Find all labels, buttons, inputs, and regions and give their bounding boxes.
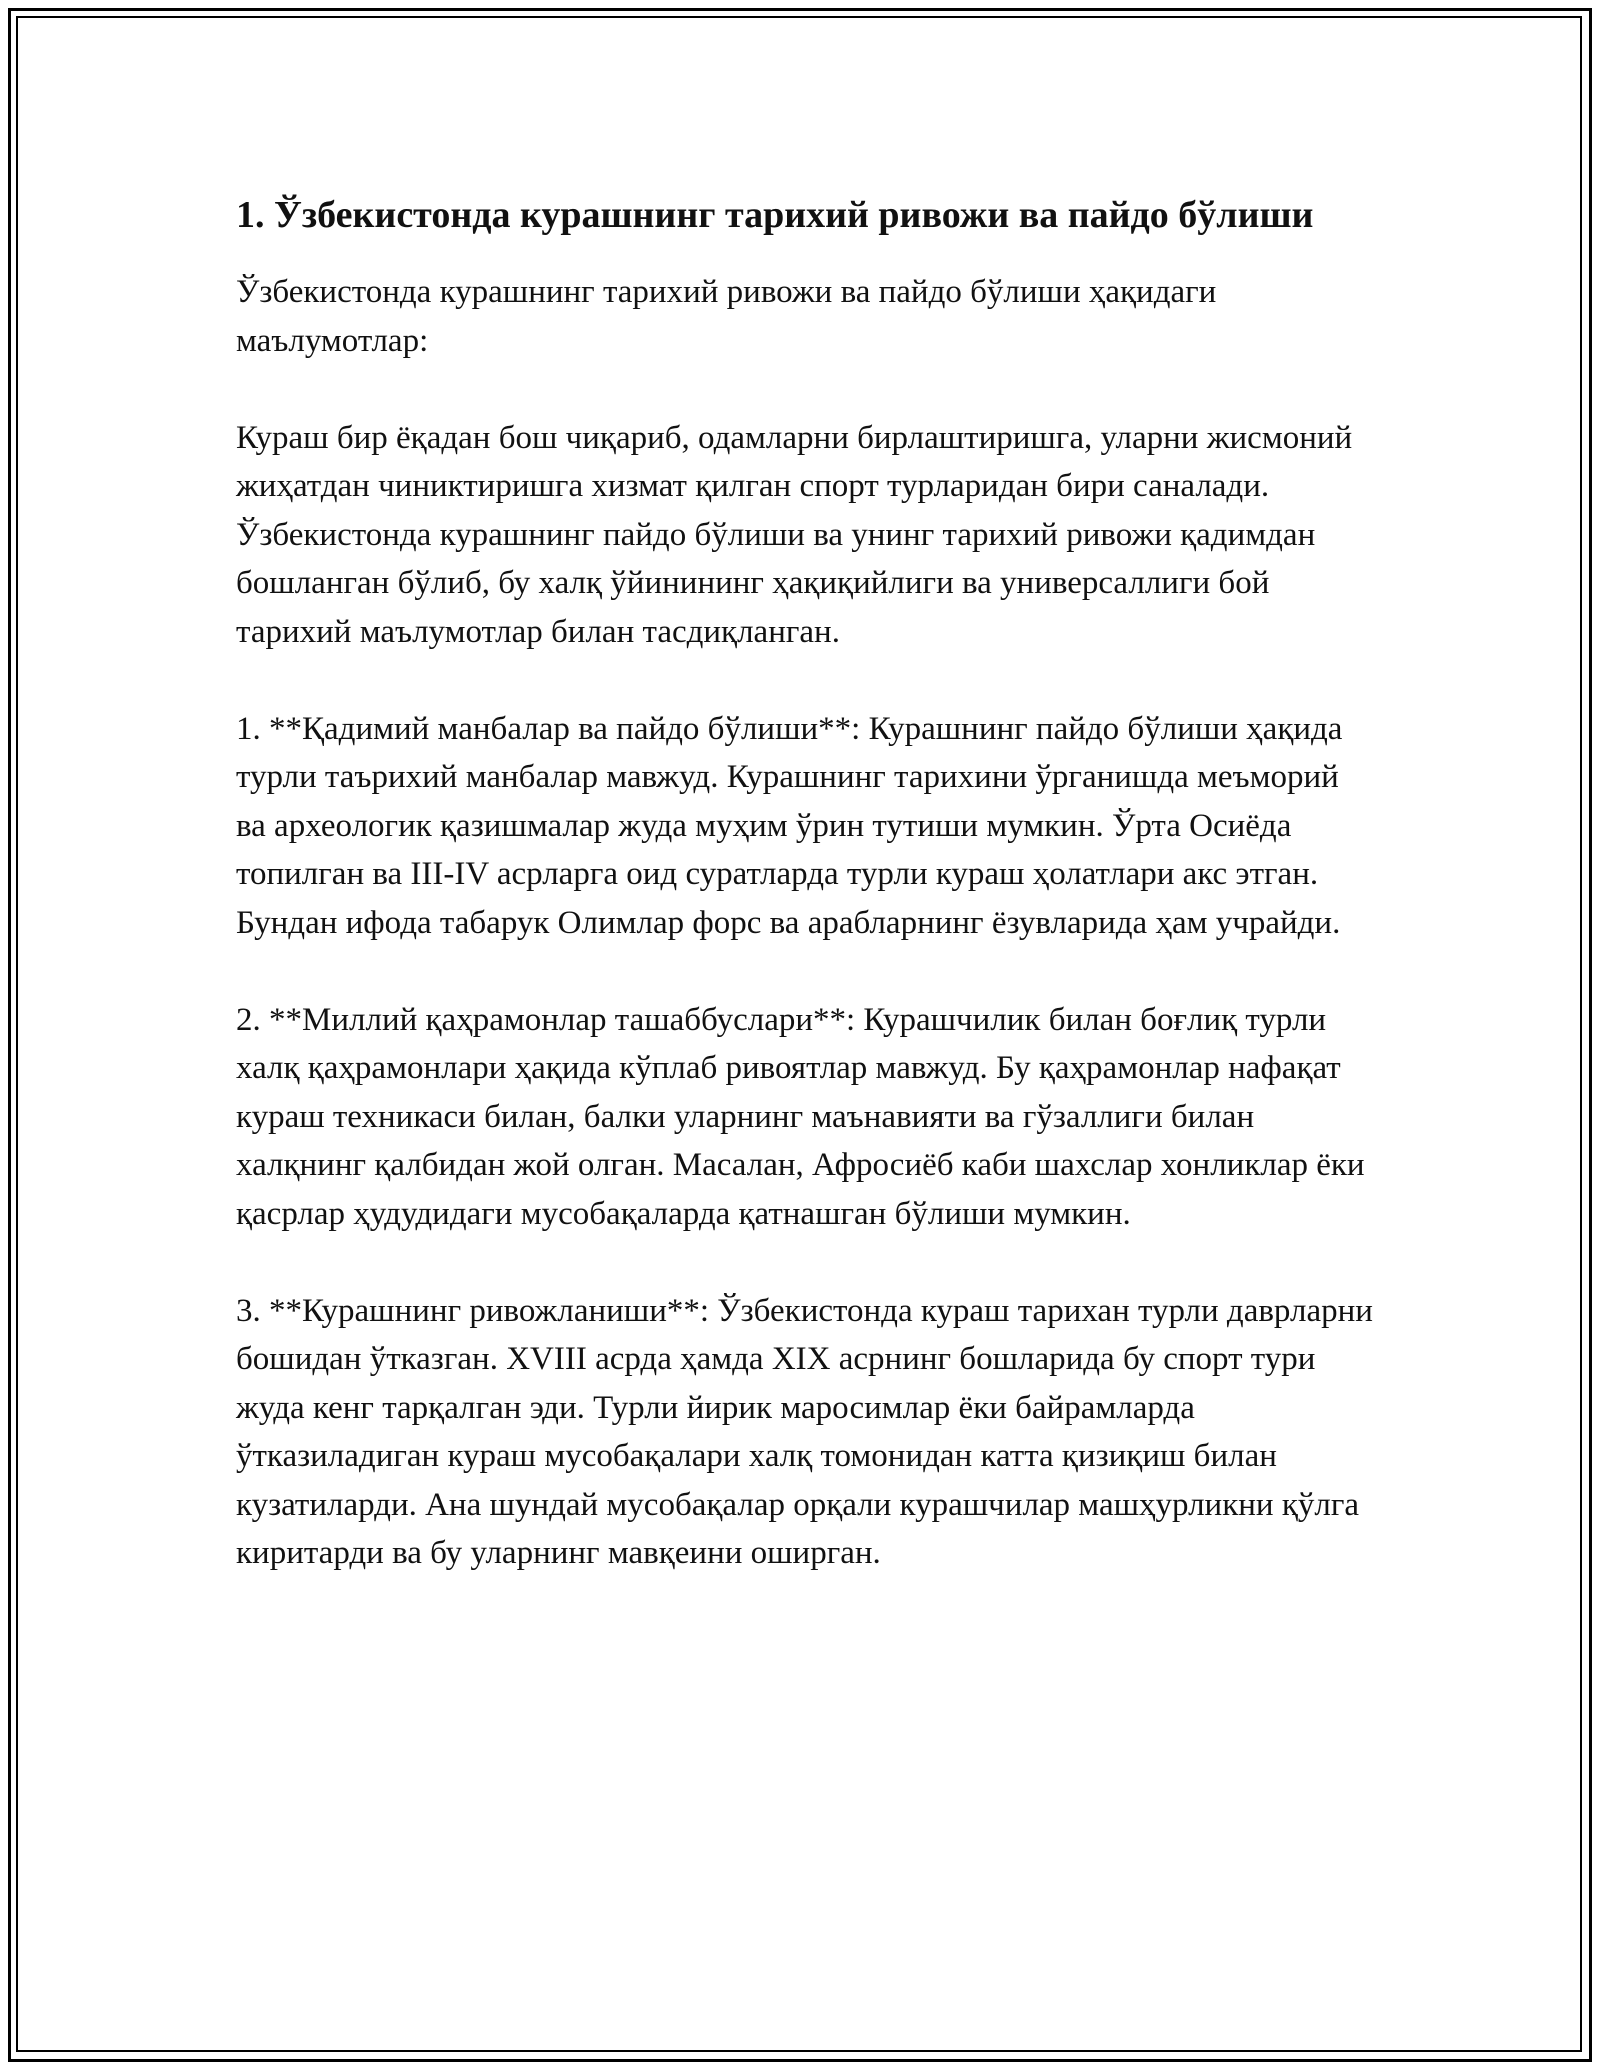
list-item-national-heroes: 2. **Миллий қаҳрамонлар ташаббуслари**: Курашчилик билан боғлиқ турли халқ қаҳрамонлари ҳақида кўплаб ривоятлар мавжуд. Бу қаҳрамонлар нафақат кураш техникаси билан, балки уларнинг маънавияти ва гўзаллиги билан халқнинг қалбидан жой олган. Масалан, Афросиёб каби шахслар хонликлар ёки қасрлар ҳудудидаги мусобақаларда қатнашган бўлиши мумкин. (236, 1001, 1365, 1232)
list-item-development: 3. **Курашнинг ривожланиши**: Ўзбекистонда кураш тарихан турли даврларни бошидан ўтказган. XVIII асрда ҳамда XIX асрнинг бошларида бу спорт тури жуда кенг тарқалган эди. Турли йирик маросимлар ёки байрамларда ўтказиладиган кураш мусобақалари халқ томонидан катта қизиқиш билан кузатиларди. Ана шундай мусобақалар орқали курашчилар машҳурликни қўлга киритарди ва бу уларнинг мавқеини оширган. (236, 1292, 1373, 1571)
intro-paragraph: Ўзбекистонда курашнинг тарихий ривожи ва пайдо бўлиши ҳақидаги маълумотлар: (236, 274, 1217, 359)
document-title: 1. Ўзбекистонда курашнинг тарихий ривожи ва пайдо бўлиши (236, 194, 1314, 236)
list-item-ancient-sources: 1. **Қадимий манбалар ва пайдо бўлиши**: Курашнинг пайдо бўлиши ҳақида турли таърихий манбалар мавжуд. Курашнинг тарихини ўрганишда меъморий ва археологик қазишмалар жуда муҳим ўрин тутиши мумкин. Ўрта Осиёда топилган ва III-IV асрларга оид суратларда турли кураш ҳолатлари акс этган. Бундан ифода табарук Олимлар форс ва арабларнинг ёзувларида ҳам учрайди. (236, 710, 1343, 941)
overview-paragraph: Кураш бир ёқадан бош чиқариб, одамларни бирлаштиришга, уларни жисмоний жиҳатдан чиниктиришга хизмат қилган спорт турларидан бири саналади. Ўзбекистонда курашнинг пайдо бўлиши ва унинг тарихий ривожи қадимдан бошланган бўлиб, бу халқ ўйинининг ҳақиқийлиги ва универсаллиги бой тарихий маълумотлар билан тасдиқланган. (236, 419, 1353, 650)
document-body (236, 188, 1376, 1626)
